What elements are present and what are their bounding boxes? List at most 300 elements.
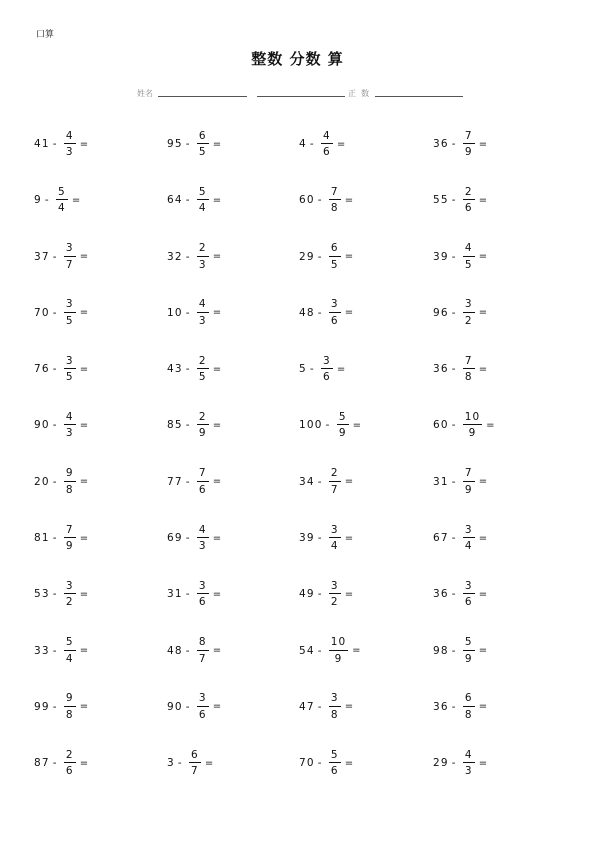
denominator: 2 — [464, 314, 473, 327]
fraction — [463, 581, 475, 608]
whole-number: 81 — [34, 532, 50, 545]
denominator: 9 — [198, 427, 207, 440]
minus-sign: - — [451, 250, 457, 263]
whole-number: 39 — [299, 532, 315, 545]
fraction — [197, 412, 209, 439]
whole-number: 70 — [34, 306, 50, 319]
fraction — [64, 525, 76, 552]
equals-sign: = — [344, 194, 355, 206]
minus-sign: - — [317, 306, 323, 319]
denominator: 3 — [198, 540, 207, 553]
minus-sign: - — [451, 306, 457, 319]
fraction — [64, 412, 76, 439]
numerator: 5 — [64, 637, 76, 651]
numerator: 9 — [64, 468, 76, 482]
numerator: 5 — [56, 187, 68, 201]
whole-number: 4 — [299, 138, 307, 150]
denominator: 3 — [464, 765, 473, 778]
numerator: 7 — [463, 468, 475, 482]
minus-sign: - — [185, 250, 191, 263]
equals-sign: = — [212, 194, 223, 206]
problem-item — [167, 345, 299, 393]
fraction — [64, 581, 76, 608]
problem-item — [433, 345, 563, 393]
equals-sign: = — [478, 757, 489, 769]
equals-sign: = — [336, 363, 347, 375]
numerator: 4 — [463, 243, 475, 257]
minus-sign: - — [185, 194, 191, 207]
equals-sign: = — [212, 645, 223, 657]
fraction — [197, 299, 209, 326]
whole-number: 54 — [299, 644, 315, 657]
minus-sign: - — [52, 475, 58, 488]
denominator: 5 — [464, 258, 473, 271]
whole-number: 90 — [167, 700, 183, 713]
whole-number: 20 — [34, 475, 50, 488]
problem-item — [299, 120, 433, 168]
equals-sign: = — [79, 588, 90, 600]
denominator: 3 — [198, 314, 207, 327]
problem-item — [34, 401, 167, 449]
problem-item — [34, 570, 167, 618]
denominator: 8 — [464, 708, 473, 721]
numerator: 3 — [329, 299, 341, 313]
problem-item — [433, 401, 563, 449]
denominator: 4 — [330, 540, 339, 553]
fraction — [329, 187, 341, 214]
minus-sign: - — [185, 475, 191, 488]
problem-grid — [34, 120, 563, 796]
problem-item — [433, 514, 563, 562]
problem-item — [167, 570, 299, 618]
minus-sign: - — [317, 588, 323, 601]
whole-number: 49 — [299, 588, 315, 601]
denominator: 4 — [464, 540, 473, 553]
denominator: 2 — [330, 596, 339, 609]
numerator: 4 — [321, 131, 333, 145]
denominator: 7 — [65, 258, 74, 271]
problem-item — [34, 458, 167, 506]
problem-item — [433, 233, 563, 281]
denominator: 4 — [58, 202, 66, 215]
denominator: 4 — [198, 202, 207, 215]
denominator: 3 — [65, 427, 74, 440]
denominator: 5 — [198, 371, 207, 384]
denominator: 5 — [65, 314, 74, 327]
whole-number: 33 — [34, 644, 50, 657]
equals-sign: = — [79, 419, 90, 431]
problem-item — [34, 683, 167, 731]
denominator: 5 — [65, 371, 74, 384]
denominator: 6 — [464, 596, 473, 609]
whole-number: 34 — [299, 475, 315, 488]
whole-number: 41 — [34, 138, 50, 150]
equals-sign: = — [212, 307, 223, 319]
whole-number: 36 — [433, 363, 449, 376]
whole-number: 31 — [433, 475, 449, 488]
equals-sign: = — [79, 363, 90, 375]
minus-sign: - — [451, 644, 457, 657]
problem-item — [167, 401, 299, 449]
equals-sign: = — [478, 588, 489, 600]
fraction — [321, 356, 333, 383]
minus-sign: - — [317, 194, 323, 207]
problem-item — [433, 570, 563, 618]
corner-label: 口算 — [36, 30, 55, 40]
equals-sign: = — [344, 701, 355, 713]
whole-number: 31 — [167, 588, 183, 601]
fraction — [197, 581, 209, 608]
numerator: 4 — [463, 750, 475, 764]
problem-item — [34, 627, 167, 675]
minus-sign: - — [309, 138, 315, 150]
equals-sign: = — [478, 645, 489, 657]
whole-number: 90 — [34, 419, 50, 432]
fraction — [64, 693, 76, 720]
numerator: 10 — [463, 412, 482, 426]
numerator: 7 — [463, 356, 475, 370]
equals-sign: = — [79, 138, 90, 150]
minus-sign: - — [185, 700, 191, 713]
numerator: 3 — [463, 525, 475, 539]
numerator: 2 — [197, 412, 209, 426]
whole-number: 5 — [299, 363, 307, 376]
denominator: 6 — [330, 314, 339, 327]
denominator: 6 — [65, 765, 74, 778]
minus-sign: - — [451, 532, 457, 545]
numerator: 6 — [329, 243, 341, 257]
fraction — [463, 187, 475, 214]
problem-item — [34, 176, 167, 224]
fraction — [197, 637, 209, 664]
fraction — [197, 525, 209, 552]
problem-item — [299, 233, 433, 281]
problem-item — [299, 401, 433, 449]
score-line[interactable] — [375, 96, 463, 97]
fraction — [64, 750, 76, 777]
fraction — [321, 131, 333, 158]
minus-sign: - — [317, 700, 323, 713]
denominator: 9 — [464, 652, 473, 665]
whole-number: 77 — [167, 475, 183, 488]
denominator: 6 — [323, 371, 331, 384]
numerator: 3 — [329, 581, 341, 595]
equals-sign: = — [79, 476, 90, 488]
minus-sign: - — [52, 532, 58, 545]
minus-sign: - — [317, 644, 323, 657]
problem-item — [167, 120, 299, 168]
denominator: 5 — [330, 258, 339, 271]
numerator: 3 — [463, 299, 475, 313]
minus-sign: - — [317, 250, 323, 263]
score-label: 正 数 — [348, 89, 370, 98]
problem-item — [299, 514, 433, 562]
whole-number: 67 — [433, 532, 449, 545]
fraction — [64, 468, 76, 495]
whole-number: 85 — [167, 419, 183, 432]
whole-number: 36 — [433, 588, 449, 601]
whole-number: 39 — [433, 250, 449, 263]
fraction — [197, 131, 209, 158]
numerator: 2 — [329, 468, 341, 482]
minus-sign: - — [309, 363, 315, 376]
whole-number: 70 — [299, 757, 315, 770]
equals-sign: = — [212, 701, 223, 713]
numerator: 3 — [64, 243, 76, 257]
problem-item — [34, 233, 167, 281]
problem-item — [34, 289, 167, 337]
denominator: 6 — [198, 596, 207, 609]
minus-sign: - — [451, 700, 457, 713]
minus-sign: - — [185, 644, 191, 657]
numerator: 10 — [329, 637, 348, 651]
equals-sign: = — [344, 757, 355, 769]
numerator: 2 — [197, 243, 209, 257]
numerator: 3 — [321, 356, 333, 370]
denominator: 3 — [198, 258, 207, 271]
denominator: 7 — [198, 652, 207, 665]
fraction — [197, 356, 209, 383]
equals-sign: = — [212, 419, 223, 431]
equals-sign: = — [478, 307, 489, 319]
problem-item — [433, 458, 563, 506]
whole-number: 29 — [299, 250, 315, 263]
numerator: 6 — [197, 131, 209, 145]
equals-sign: = — [336, 138, 347, 150]
equals-sign: = — [478, 476, 489, 488]
fraction — [329, 637, 348, 664]
minus-sign: - — [325, 419, 331, 432]
minus-sign: - — [52, 250, 58, 263]
whole-number: 37 — [34, 250, 50, 263]
problem-item — [34, 514, 167, 562]
equals-sign: = — [478, 251, 489, 263]
fraction — [329, 581, 341, 608]
fraction — [64, 243, 76, 270]
equals-sign: = — [212, 138, 223, 150]
whole-number: 48 — [167, 644, 183, 657]
equals-sign: = — [79, 757, 90, 769]
numerator: 5 — [337, 412, 349, 426]
problem-item — [167, 683, 299, 731]
minus-sign: - — [177, 757, 183, 770]
whole-number: 47 — [299, 700, 315, 713]
equals-sign: = — [212, 476, 223, 488]
numerator: 3 — [463, 581, 475, 595]
problem-item — [299, 739, 433, 787]
minus-sign: - — [52, 419, 58, 432]
equals-sign: = — [352, 645, 362, 657]
problem-item — [299, 176, 433, 224]
numerator: 6 — [463, 693, 475, 707]
whole-number: 9 — [34, 194, 42, 207]
numerator: 5 — [463, 637, 475, 651]
problem-item — [433, 683, 563, 731]
problem-item — [167, 514, 299, 562]
denominator: 6 — [464, 202, 473, 215]
minus-sign: - — [451, 363, 457, 376]
fraction — [463, 356, 475, 383]
numerator: 3 — [329, 693, 341, 707]
minus-sign: - — [185, 419, 191, 432]
fraction — [329, 468, 341, 495]
whole-number: 96 — [433, 306, 449, 319]
equals-sign: = — [486, 419, 496, 431]
problem-item — [167, 233, 299, 281]
problem-item — [167, 627, 299, 675]
denominator: 8 — [330, 708, 339, 721]
denominator: 6 — [198, 483, 207, 496]
denominator: 9 — [338, 427, 347, 440]
fraction — [463, 243, 475, 270]
problem-item — [433, 289, 563, 337]
name-line[interactable] — [158, 96, 247, 97]
denominator: 9 — [468, 427, 477, 440]
equals-sign: = — [79, 532, 90, 544]
equals-sign: = — [478, 363, 489, 375]
whole-number: 87 — [34, 757, 50, 770]
minus-sign: - — [451, 419, 457, 432]
denominator: 7 — [191, 765, 199, 778]
numerator: 7 — [197, 468, 209, 482]
minus-sign: - — [52, 700, 58, 713]
problem-item — [34, 739, 167, 787]
fraction — [56, 187, 68, 214]
problem-item — [299, 289, 433, 337]
numerator: 3 — [64, 581, 76, 595]
whole-number: 3 — [167, 757, 175, 770]
equals-sign: = — [478, 138, 489, 150]
numerator: 8 — [197, 637, 209, 651]
numerator: 2 — [463, 187, 475, 201]
fraction — [329, 243, 341, 270]
numerator: 2 — [64, 750, 76, 764]
whole-number: 100 — [299, 419, 323, 432]
minus-sign: - — [52, 363, 58, 376]
minus-sign: - — [52, 757, 58, 770]
equals-sign: = — [352, 419, 363, 431]
denominator: 8 — [330, 202, 339, 215]
whole-number: 95 — [167, 138, 183, 150]
numerator: 3 — [64, 356, 76, 370]
numerator: 5 — [197, 187, 209, 201]
fraction — [329, 750, 341, 777]
minus-sign: - — [317, 532, 323, 545]
equals-sign: = — [79, 307, 90, 319]
problem-item — [167, 289, 299, 337]
denominator: 9 — [65, 540, 74, 553]
numerator: 6 — [189, 750, 201, 764]
name-label: 姓名 — [137, 89, 153, 98]
whole-number: 60 — [299, 194, 315, 207]
minus-sign: - — [451, 194, 457, 207]
minus-sign: - — [185, 532, 191, 545]
denominator: 8 — [65, 483, 74, 496]
fraction — [197, 243, 209, 270]
numerator: 3 — [329, 525, 341, 539]
problem-item — [34, 345, 167, 393]
whole-number: 99 — [34, 700, 50, 713]
minus-sign: - — [185, 363, 191, 376]
denominator: 6 — [323, 146, 331, 158]
equals-sign: = — [212, 363, 223, 375]
whole-number: 29 — [433, 757, 449, 770]
denominator: 9 — [464, 483, 473, 496]
equals-sign: = — [478, 194, 489, 206]
problem-item — [433, 627, 563, 675]
equals-sign: = — [478, 532, 489, 544]
fraction — [197, 187, 209, 214]
fraction — [463, 525, 475, 552]
fraction — [463, 468, 475, 495]
minus-sign: - — [52, 588, 58, 601]
problem-item — [299, 345, 433, 393]
problem-item — [167, 739, 299, 787]
denominator: 3 — [65, 146, 74, 158]
equals-sign: = — [344, 532, 355, 544]
equals-sign: = — [212, 532, 223, 544]
denominator: 8 — [464, 371, 473, 384]
minus-sign: - — [185, 138, 191, 150]
numerator: 7 — [329, 187, 341, 201]
whole-number: 10 — [167, 306, 183, 319]
problem-item — [433, 120, 563, 168]
equals-sign: = — [344, 251, 355, 263]
fraction — [197, 693, 209, 720]
whole-number: 60 — [433, 419, 449, 432]
fraction — [463, 131, 475, 158]
problem-item — [167, 176, 299, 224]
minus-sign: - — [317, 757, 323, 770]
fraction — [463, 412, 482, 439]
whole-number: 32 — [167, 250, 183, 263]
fraction — [64, 356, 76, 383]
minus-sign: - — [52, 644, 58, 657]
whole-number: 36 — [433, 138, 449, 150]
fraction — [337, 412, 349, 439]
problem-item — [433, 739, 563, 787]
problem-item — [299, 627, 433, 675]
minus-sign: - — [451, 138, 457, 150]
class-line[interactable] — [257, 96, 345, 97]
equals-sign: = — [344, 476, 355, 488]
whole-number: 53 — [34, 588, 50, 601]
denominator: 6 — [198, 708, 207, 721]
minus-sign: - — [185, 588, 191, 601]
denominator: 6 — [330, 765, 339, 778]
fraction — [329, 693, 341, 720]
problem-item — [299, 458, 433, 506]
problem-item — [299, 570, 433, 618]
numerator: 7 — [64, 525, 76, 539]
denominator: 5 — [198, 146, 207, 158]
fraction — [463, 693, 475, 720]
denominator: 9 — [334, 652, 343, 665]
problem-item — [167, 458, 299, 506]
minus-sign: - — [44, 194, 50, 207]
problem-item — [433, 176, 563, 224]
fraction — [329, 299, 341, 326]
numerator: 4 — [64, 131, 76, 145]
equals-sign: = — [344, 307, 355, 319]
minus-sign: - — [52, 138, 58, 150]
equals-sign: = — [79, 251, 90, 263]
equals-sign: = — [478, 701, 489, 713]
whole-number: 69 — [167, 532, 183, 545]
fraction — [463, 299, 475, 326]
fraction — [329, 525, 341, 552]
minus-sign: - — [451, 475, 457, 488]
